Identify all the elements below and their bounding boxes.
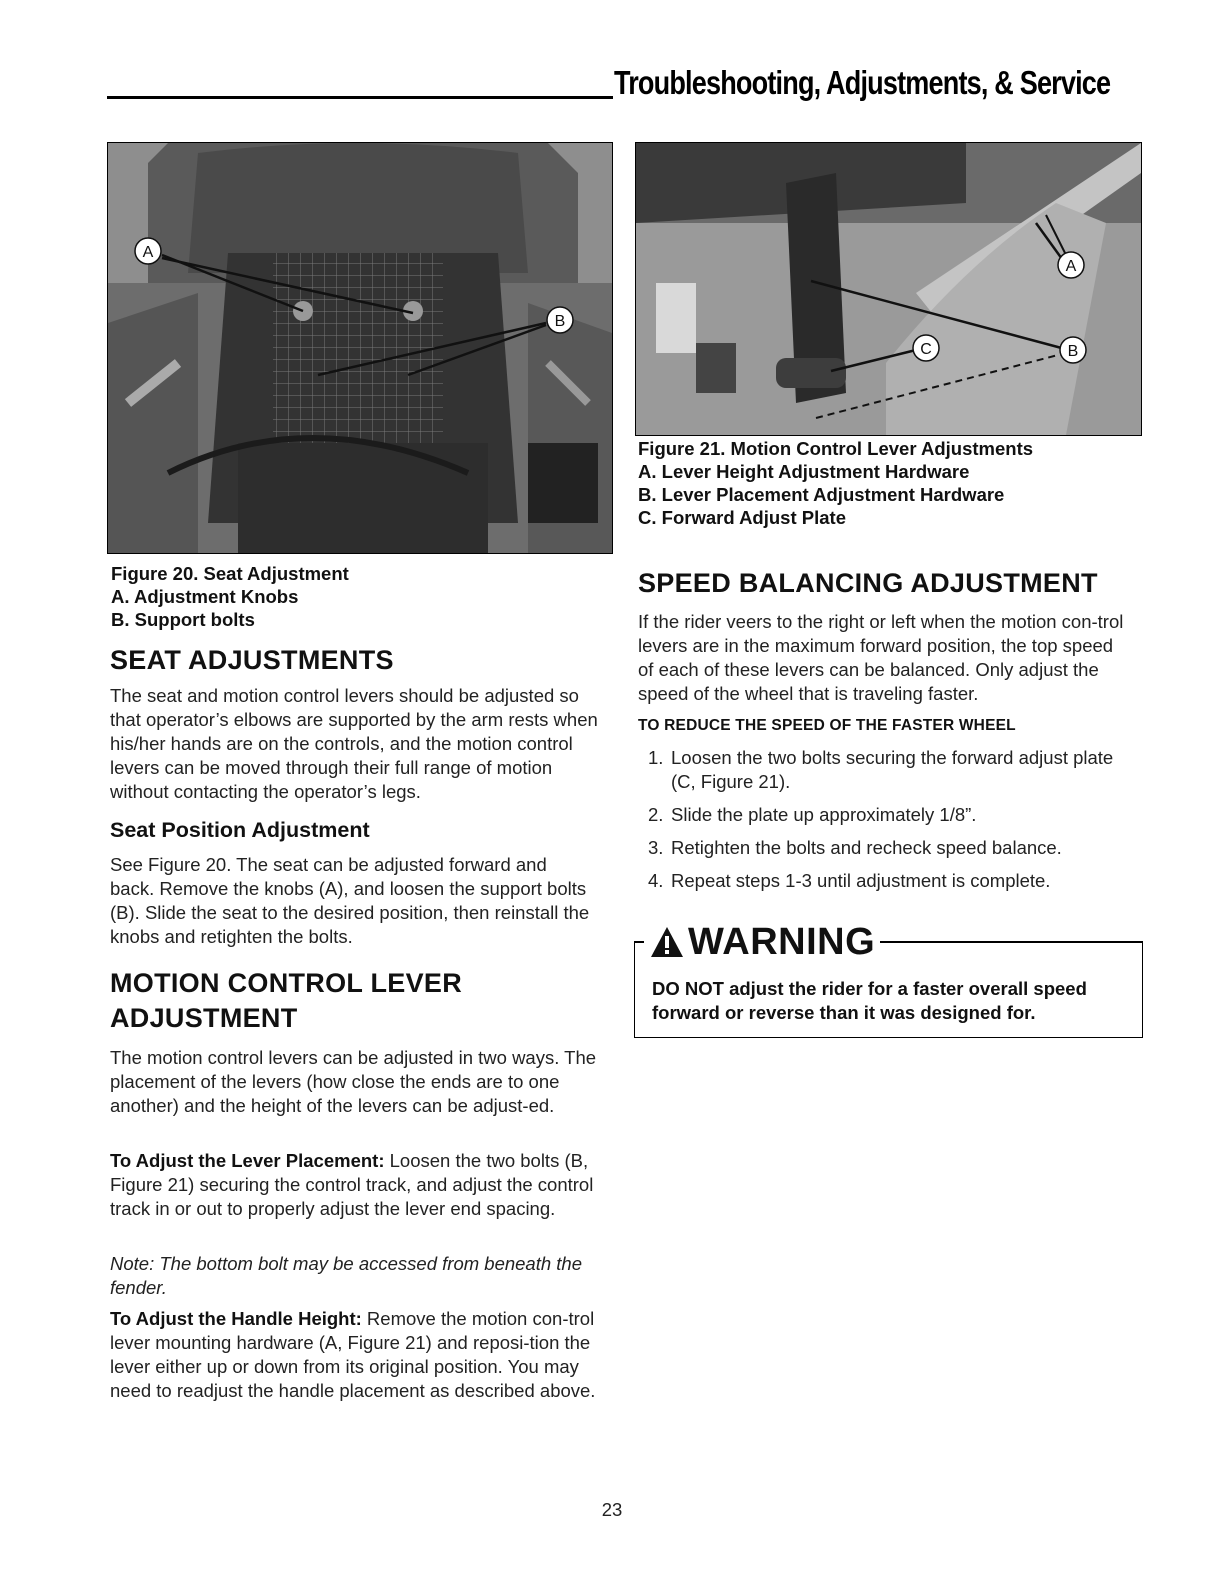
figure-21-callout-b: B <box>1067 343 1079 360</box>
handle-height-paragraph <box>110 1307 604 1403</box>
figure-20-caption <box>111 562 349 631</box>
header-rule <box>107 96 613 99</box>
seat-position-body: See Figure 20. The seat can be adjusted forward and back. Remove the knobs (A), and loosen the support bolts (B). Slide the seat to the desired position, then reinstall the knobs and retighten the bolts. <box>110 854 590 947</box>
figure-21-callout-c: C <box>920 341 932 358</box>
list-item: 3. Retighten the bolts and recheck speed balance. <box>648 837 1062 858</box>
speed-balancing-body: If the rider veers to the right or left when the motion con-trol levers are in the maximum forward position, the top speed of each of these levers can be balanced. Only adjust the speed of the wheel that is traveling faster. <box>638 611 1124 704</box>
figure-20-caption-item: B. Support bolts <box>111 609 255 630</box>
fender-note: Note: The bottom bolt may be accessed from beneath the fender. <box>110 1253 583 1298</box>
motion-control-heading-line1: MOTION CONTROL LEVER <box>110 968 463 998</box>
handle-height-body: Remove the motion con-trol lever mounting hardware (A, Figure 21) and reposi-tion the lever either up or down from its original position. You may need to readjust the handle placement as described above. <box>110 1308 596 1401</box>
page-header-title: Troubleshooting, Adjustments, & Service <box>614 64 1111 101</box>
list-item: 2. Slide the plate up approximately 1/8”. <box>648 804 977 825</box>
warning-title <box>650 918 875 966</box>
figure-21-caption-item: B. Lever Placement Adjustment Hardware <box>638 484 1005 505</box>
warning-triangle-icon <box>650 926 684 958</box>
warning-title-text: WARNING <box>688 920 876 963</box>
lever-placement-body: Loosen the two bolts (B, Figure 21) securing the control track, and adjust the control track in or out to properly adjust the lever end spacing. <box>110 1150 594 1219</box>
motion-control-intro: The motion control levers can be adjusted in two ways. The placement of the levers (how close the ends are to one another) and the height of the levers can be adjust-ed. <box>110 1047 597 1116</box>
figure-20-caption-item: A. Adjustment Knobs <box>111 586 299 607</box>
motion-control-heading-line2: ADJUSTMENT <box>110 1003 298 1033</box>
handle-height-lead: To Adjust the Handle Height: <box>110 1308 362 1329</box>
lever-placement-lead: To Adjust the Lever Placement: <box>110 1150 385 1171</box>
seat-adjustments-body: The seat and motion control levers should be adjusted so that operator’s elbows are supported by the arm rests when his/her hands are on the controls, and the motion control levers can be moved through their full range of motion without contacting the operator’s legs. <box>110 685 598 802</box>
lever-placement-paragraph <box>110 1149 602 1221</box>
seat-position-heading: Seat Position Adjustment <box>110 818 370 842</box>
figure-20-photo <box>107 142 613 554</box>
page-number: 23 <box>601 1499 623 1520</box>
list-item: 1. Loosen the two bolts securing the forward adjust plate (C, Figure 21). <box>648 747 1114 792</box>
speed-balancing-steps <box>638 746 1118 902</box>
lever-photo-illustration <box>636 143 1141 435</box>
speed-balancing-heading: SPEED BALANCING ADJUSTMENT <box>638 568 1098 598</box>
figure-21-caption-item: C. Forward Adjust Plate <box>638 507 846 528</box>
figure-20-caption-title: Figure 20. Seat Adjustment <box>111 563 349 584</box>
figure-21-photo <box>635 142 1142 436</box>
seat-adjustments-heading: SEAT ADJUSTMENTS <box>110 645 394 675</box>
figure-20-callout-a: A <box>142 244 154 261</box>
figure-21-caption-title: Figure 21. Motion Control Lever Adjustments <box>638 438 1034 459</box>
seat-photo-illustration <box>108 143 612 553</box>
warning-box-top-left <box>634 941 644 943</box>
warning-box-top-right <box>880 941 1142 943</box>
figure-21-caption <box>638 437 1033 529</box>
figure-21-callout-a: A <box>1065 258 1077 275</box>
list-item: 4. Repeat steps 1-3 until adjustment is complete. <box>648 870 1051 891</box>
warning-text: DO NOT adjust the rider for a faster overall speed forward or reverse than it was designed for. <box>652 978 1087 1023</box>
reduce-speed-subheading: TO REDUCE THE SPEED OF THE FASTER WHEEL <box>638 717 1016 734</box>
figure-20-callout-b: B <box>554 313 566 330</box>
figure-21-caption-item: A. Lever Height Adjustment Hardware <box>638 461 970 482</box>
